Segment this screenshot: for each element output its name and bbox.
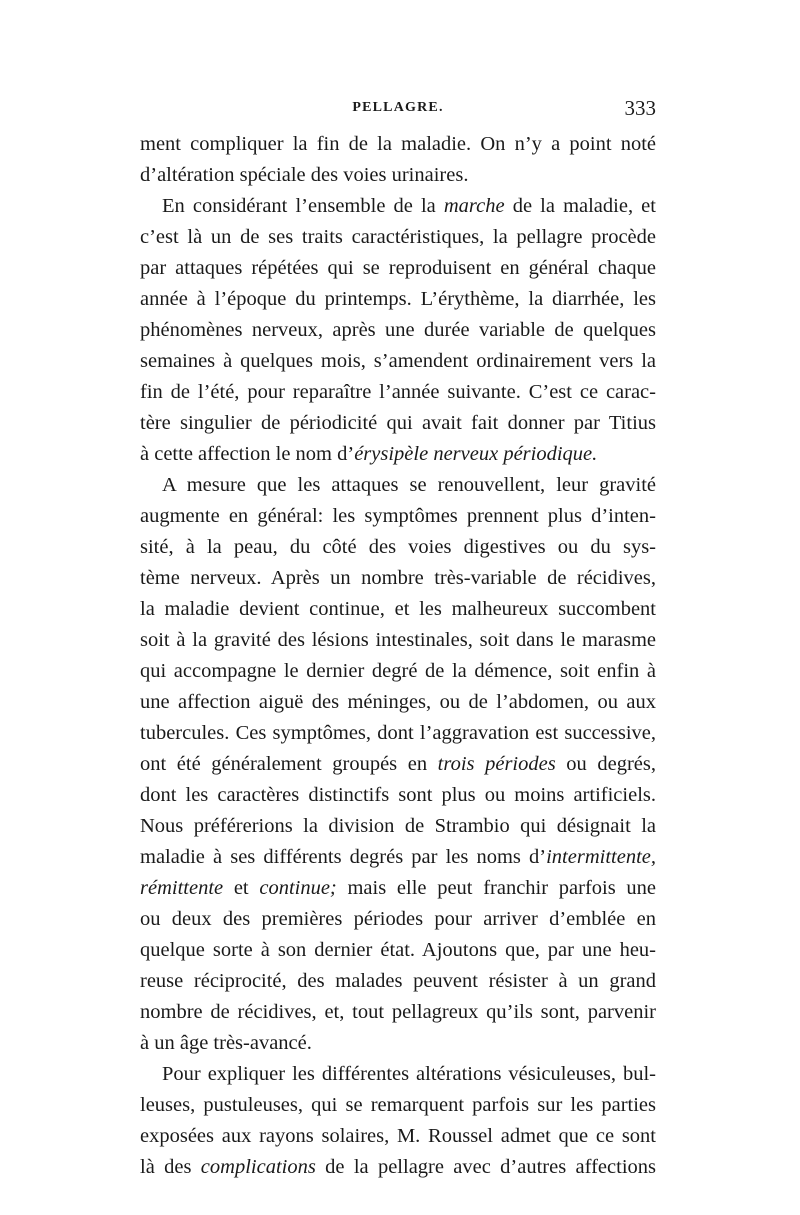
text-line [140, 253, 656, 284]
text-run: A mesure que les attaques se renouvellent, leur gravité [162, 474, 656, 496]
text-line [140, 935, 656, 966]
text-run: sité, à la peau, du côté des voies digestives ou du sys- [140, 536, 656, 558]
text-run: maladie à ses différents degrés par les noms d’ [140, 846, 547, 868]
text-run: ont été généralement groupés en [140, 753, 438, 775]
running-title: PELLAGRE. [352, 100, 444, 115]
text-line [140, 470, 656, 501]
text-line [140, 160, 656, 191]
text-line [140, 656, 656, 687]
text-run: à un âge très-avancé. [140, 1032, 312, 1054]
text-run: qui accompagne le dernier degré de la démence, soit enfin à [140, 660, 656, 682]
text-run: tème nerveux. Après un nombre très-variable de récidives, [140, 567, 656, 589]
text-line [140, 501, 656, 532]
text-line [140, 904, 656, 935]
running-head [140, 96, 656, 126]
text-run: tubercules. Ces symptômes, dont l’aggravation est successive, [140, 722, 656, 744]
italic-phrase: complications [200, 1156, 316, 1178]
text-run: Pour expliquer les différentes altérations vésiculeuses, bul- [162, 1063, 656, 1085]
text-run: exposées aux rayons solaires, M. Roussel admet que ce sont [140, 1125, 656, 1147]
text-run: à cette affection le nom d’ [140, 443, 355, 465]
text-line [140, 749, 656, 780]
text-line [140, 966, 656, 997]
text-run: tère singulier de périodicité qui avait fait donner par Titius [140, 412, 656, 434]
text-run: phénomènes nerveux, après une durée variable de quelques [140, 319, 656, 341]
text-run: soit à la gravité des lésions intestinales, soit dans le marasme [140, 629, 656, 651]
text-run: ou degrés, [555, 753, 656, 775]
text-line [140, 1152, 656, 1183]
text-line [140, 191, 656, 222]
text-line [140, 687, 656, 718]
text-line [140, 315, 656, 346]
text-line [140, 408, 656, 439]
text-line [140, 377, 656, 408]
body-text [140, 129, 656, 1183]
text-line [140, 1059, 656, 1090]
text-line [140, 873, 656, 904]
text-run: Nous préférerions la division de Strambio qui désignait la [140, 815, 656, 837]
text-line [140, 811, 656, 842]
text-run: d’altération spéciale des voies urinaires. [140, 164, 469, 186]
text-line [140, 563, 656, 594]
italic-phrase: trois périodes [437, 753, 556, 775]
italic-phrase: continue; [259, 877, 337, 899]
text-line [140, 625, 656, 656]
text-run: une affection aiguë des méninges, ou de l’abdomen, ou aux [140, 691, 656, 713]
page-number: 333 [624, 96, 656, 120]
text-run: nombre de récidives, et, tout pellagreux qu’ils sont, parvenir [140, 1001, 656, 1023]
text-line [140, 594, 656, 625]
text-line [140, 439, 656, 470]
text-run: dont les caractères distinctifs sont plus ou moins artificiels. [140, 784, 656, 806]
italic-phrase: marche [443, 195, 505, 217]
text-line [140, 780, 656, 811]
text-run: la maladie devient continue, et les malheureux succombent [140, 598, 656, 620]
text-run: mais elle peut franchir parfois une [336, 877, 657, 899]
text-run: là des [140, 1156, 201, 1178]
text-line [140, 532, 656, 563]
italic-phrase: érysipèle nerveux périodique. [354, 443, 598, 465]
text-line [140, 1028, 656, 1059]
text-run: reuse réciprocité, des malades peuvent résister à un grand [140, 970, 656, 992]
text-line [140, 1121, 656, 1152]
text-run: fin de l’été, pour reparaître l’année suivante. C’est ce carac- [140, 381, 656, 403]
text-line [140, 842, 656, 873]
text-run: quelque sorte à son dernier état. Ajoutons que, par une heu- [140, 939, 656, 961]
italic-phrase: intermittente, [546, 846, 656, 868]
text-line [140, 346, 656, 377]
text-run: leuses, pustuleuses, qui se remarquent parfois sur les parties [140, 1094, 656, 1116]
text-line [140, 284, 656, 315]
text-run: ment compliquer la fin de la maladie. On n’y a point noté [140, 133, 656, 155]
text-run: de la pellagre avec d’autres affections [315, 1156, 656, 1178]
text-run: En considérant l’ensemble de la [162, 195, 444, 217]
italic-phrase: rémittente [140, 877, 224, 899]
text-line [140, 129, 656, 160]
text-run: semaines à quelques mois, s’amendent ordinairement vers la [140, 350, 656, 372]
text-run: de la maladie, et [504, 195, 656, 217]
text-line [140, 222, 656, 253]
text-run: augmente en général: les symptômes prennent plus d’inten- [140, 505, 656, 527]
text-run: ou deux des premières périodes pour arriver d’emblée en [140, 908, 656, 930]
text-line [140, 718, 656, 749]
text-run: par attaques répétées qui se reproduisent en général chaque [140, 257, 656, 279]
text-line [140, 997, 656, 1028]
text-line [140, 1090, 656, 1121]
text-run: c’est là un de ses traits caractéristiques, la pellagre procède [140, 226, 656, 248]
text-run: et [223, 877, 260, 899]
text-run: année à l’époque du printemps. L’érythème, la diarrhée, les [140, 288, 656, 310]
